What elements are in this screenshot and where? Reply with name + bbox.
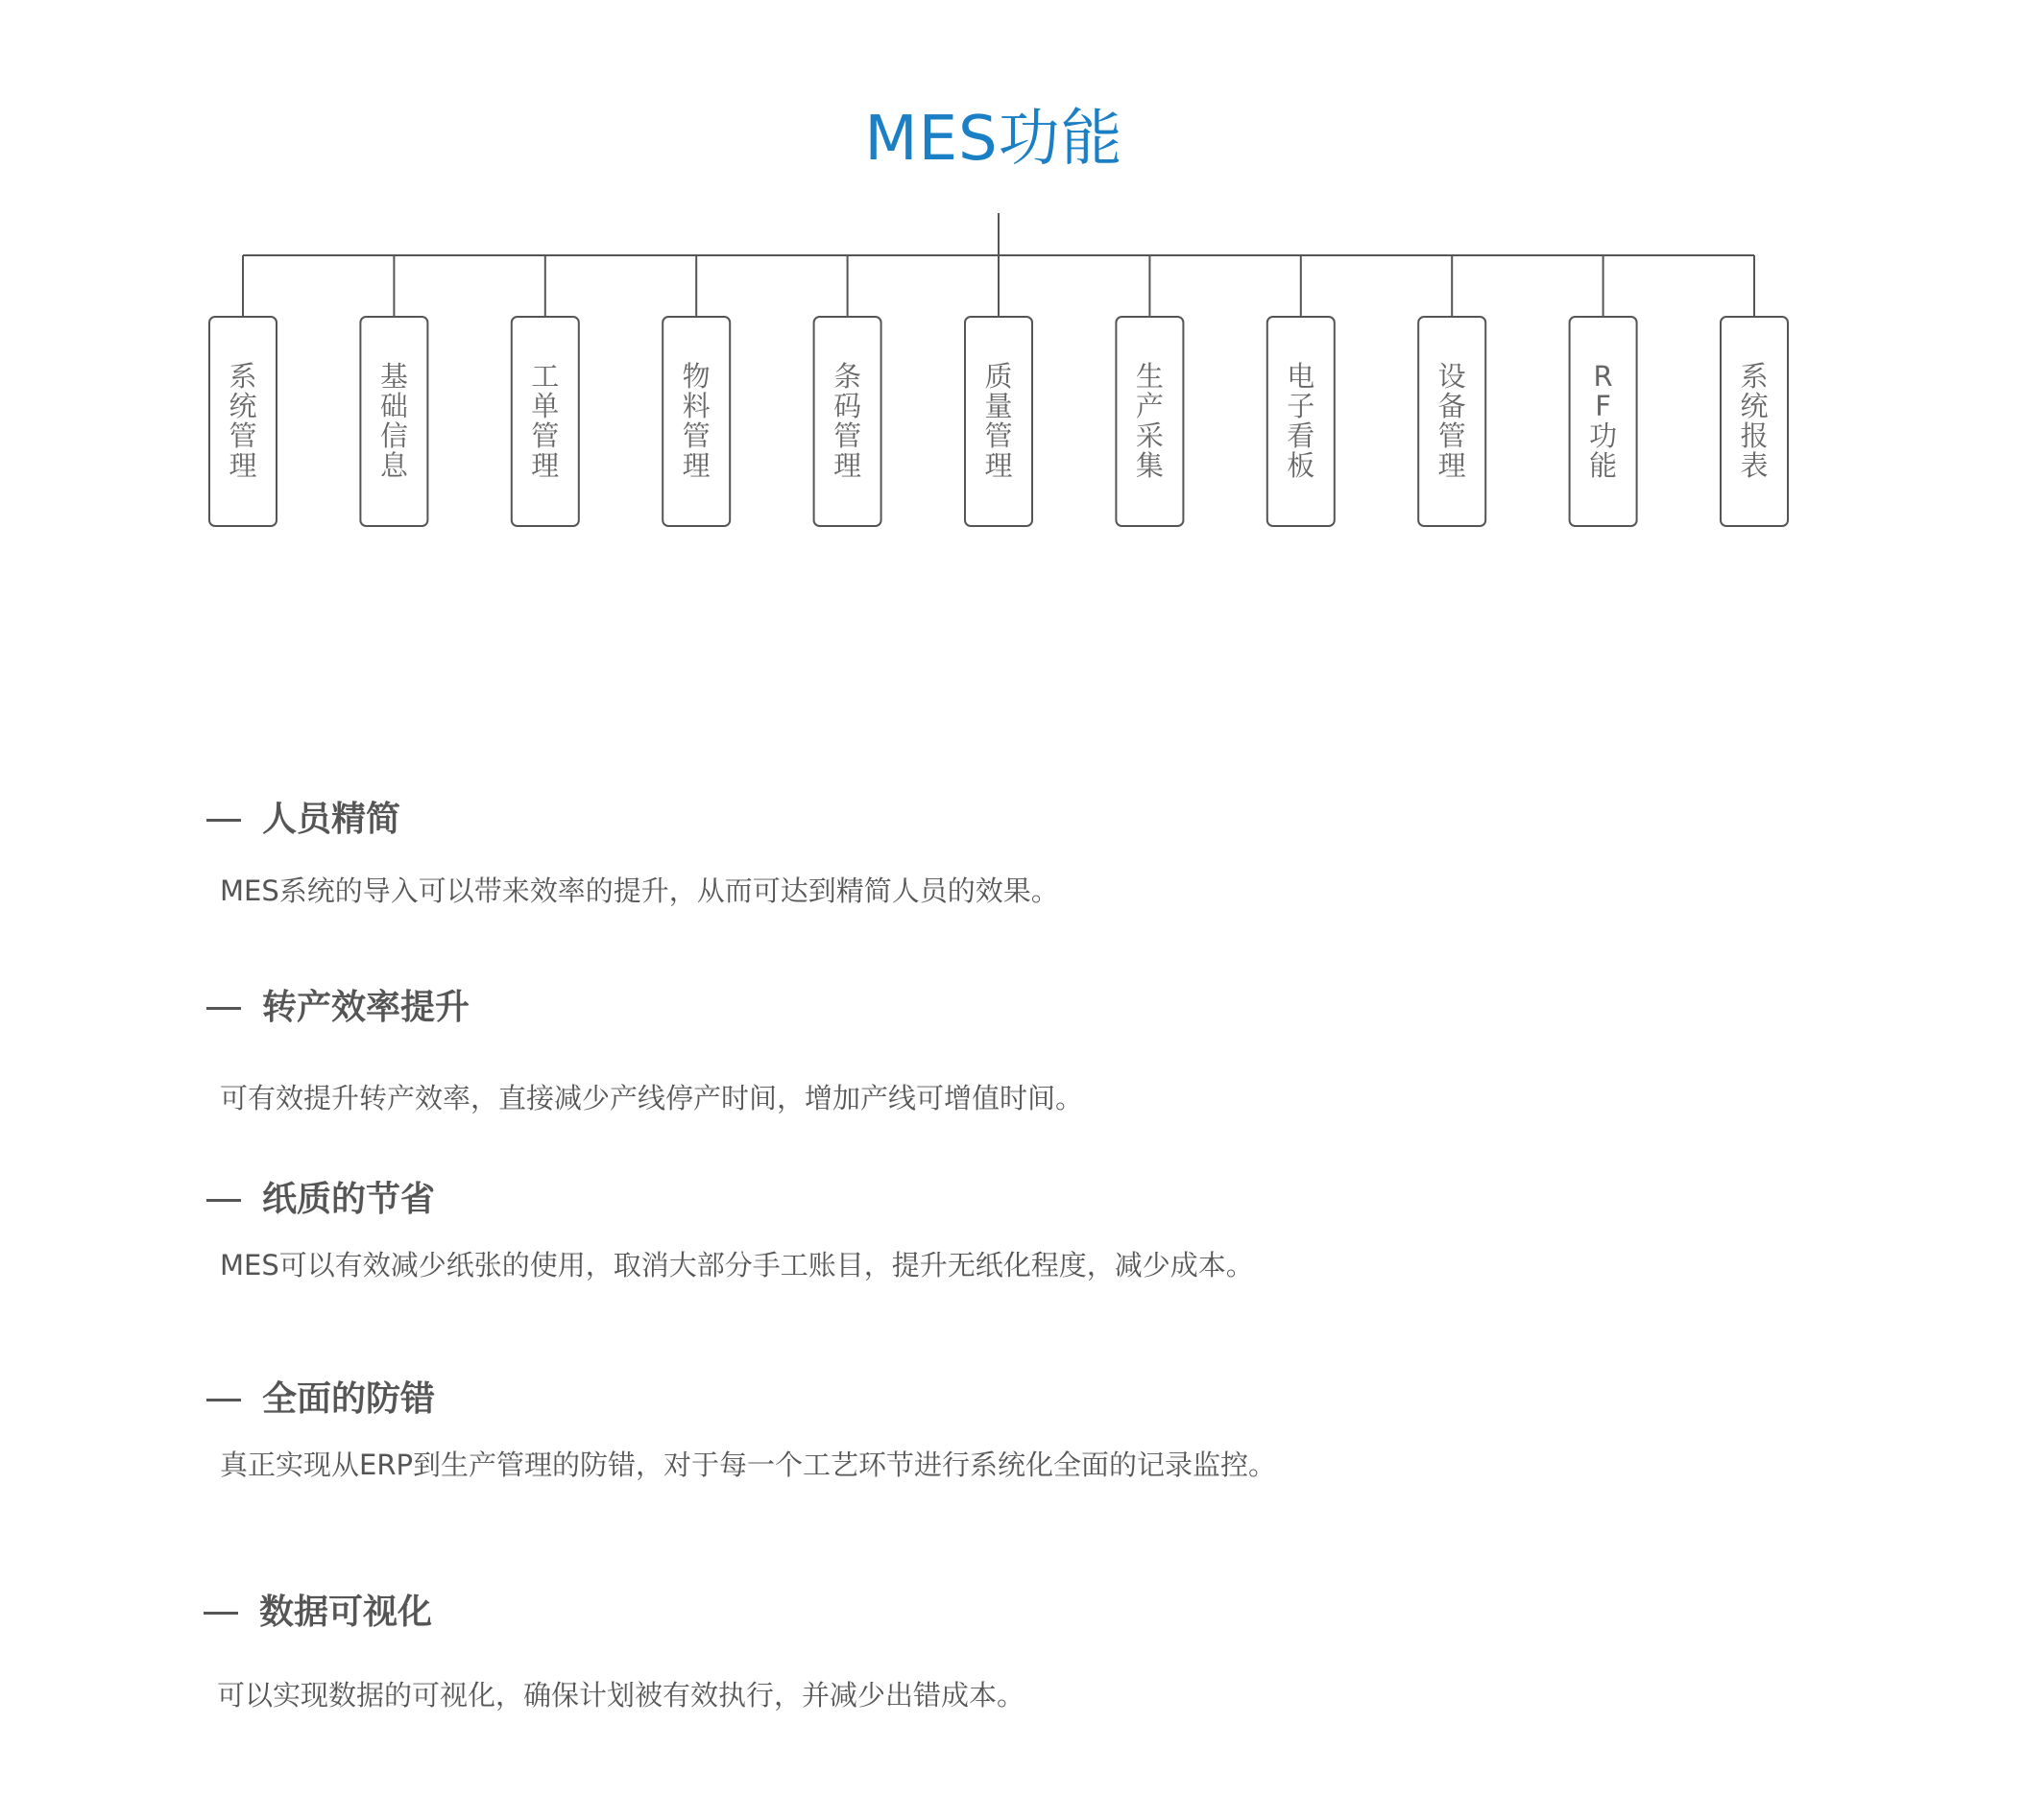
feature-section (206, 1373, 1276, 1486)
module-label: 条 码 管 理 (833, 360, 862, 482)
section-title: 人员精简 (262, 800, 401, 839)
tree-connectors (0, 0, 2025, 576)
section-description: 可以实现数据的可视化，确保计划被有效执行，并减少出错成本。 (217, 1679, 1025, 1712)
section-heading (206, 793, 1059, 847)
section-heading (204, 1586, 1025, 1640)
dash-marker (206, 1399, 241, 1401)
module-label: 系 统 报 表 (1740, 360, 1769, 482)
module-label: 物 料 管 理 (682, 360, 711, 482)
section-heading (206, 1173, 1254, 1227)
feature-section (206, 1173, 1254, 1286)
module-label: R F 功 能 (1589, 360, 1618, 482)
section-title: 数据可视化 (259, 1592, 433, 1632)
section-description: MES可以有效减少纸张的使用，取消大部分手工账目，提升无纸化程度，减少成本。 (220, 1249, 1254, 1281)
section-heading (206, 1373, 1276, 1426)
module-label: 质 量 管 理 (984, 360, 1013, 482)
dash-marker (204, 1612, 238, 1615)
module-label: 设 备 管 理 (1437, 360, 1466, 482)
section-description: 真正实现从ERP到生产管理的防错，对于每一个工艺环节进行系统化全面的记录监控。 (220, 1449, 1276, 1481)
feature-section (204, 1586, 1025, 1716)
dash-marker (206, 1199, 241, 1202)
module-label: 电 子 看 板 (1287, 360, 1315, 482)
section-description: 可有效提升转产效率，直接减少产线停产时间，增加产线可增值时间。 (220, 1082, 1084, 1114)
dash-marker (206, 819, 241, 822)
module-label: 系 统 管 理 (229, 360, 257, 482)
feature-section (206, 981, 1083, 1119)
section-title: 全面的防错 (262, 1379, 436, 1419)
feature-section (206, 793, 1059, 912)
diagram-title: MES功能 (864, 104, 1123, 175)
module-label: 工 单 管 理 (531, 360, 560, 482)
section-title: 转产效率提升 (262, 988, 470, 1027)
section-heading (206, 981, 1083, 1035)
section-title: 纸质的节省 (262, 1180, 436, 1219)
section-description: MES系统的导入可以带来效率的提升，从而可达到精简人员的效果。 (220, 874, 1059, 907)
module-label: 基 础 信 息 (379, 360, 408, 482)
dash-marker (206, 1007, 241, 1010)
module-label: 生 产 采 集 (1135, 360, 1164, 482)
